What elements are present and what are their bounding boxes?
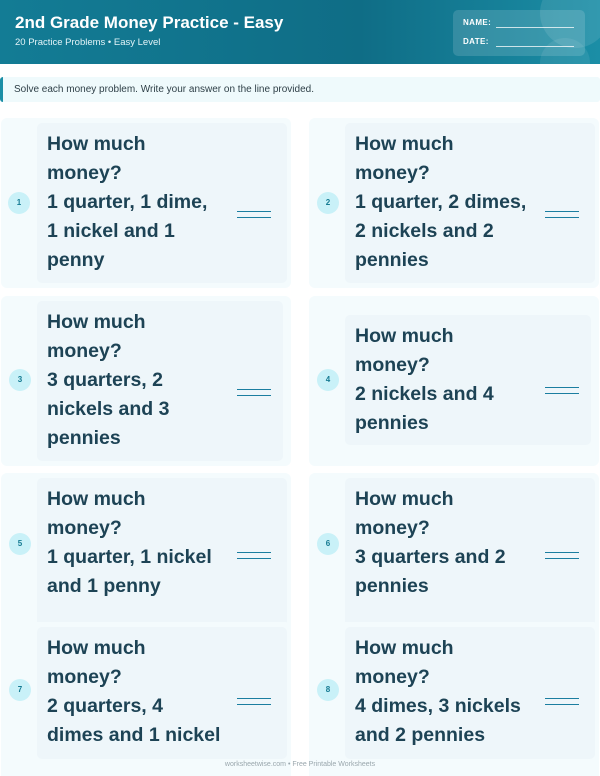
problem-text: How much money? 1 quarter, 1 dime, 1 nickel and 1 penny bbox=[47, 133, 208, 271]
date-label: DATE: bbox=[463, 37, 489, 46]
problem-text: How much money? 3 quarters and 2 pennies bbox=[355, 488, 506, 597]
problem-number-badge: 8 bbox=[317, 679, 339, 701]
problem-text: How much money? 2 quarters, 4 dimes and 1 nickel bbox=[47, 637, 221, 746]
problem-text: How much money? 3 quarters, 2 nickels and 3 pennies bbox=[47, 311, 170, 449]
date-write-line[interactable] bbox=[496, 46, 574, 47]
problem-card-2 bbox=[309, 118, 599, 288]
problem-body bbox=[345, 478, 595, 638]
problem-card-1 bbox=[1, 118, 291, 288]
problem-text: How much money? 2 nickels and 4 pennies bbox=[355, 325, 494, 434]
problem-text: How much money? 1 quarter, 2 dimes, 2 nickels and 2 pennies bbox=[355, 133, 527, 271]
problem-body bbox=[37, 301, 283, 461]
worksheet-header bbox=[0, 0, 600, 64]
problem-number-badge: 7 bbox=[9, 679, 31, 701]
problem-number-badge: 1 bbox=[8, 192, 30, 214]
problem-number-badge: 2 bbox=[317, 192, 339, 214]
problem-text: How much money? 1 quarter, 1 nickel and 1 penny bbox=[47, 488, 212, 597]
problem-card-3 bbox=[1, 296, 291, 466]
problem-number-badge: 3 bbox=[9, 369, 31, 391]
name-write-line[interactable] bbox=[496, 27, 574, 28]
name-date-box bbox=[453, 10, 585, 56]
footer-text: worksheetwise.com • Free Printable Worksheets bbox=[224, 761, 376, 768]
worksheet-subtitle: 20 Practice Problems • Easy Level bbox=[15, 37, 161, 48]
problem-body bbox=[37, 123, 287, 283]
problem-number-badge: 4 bbox=[317, 369, 339, 391]
problem-number-badge: 5 bbox=[9, 533, 31, 555]
problem-body bbox=[345, 627, 595, 759]
instructions-banner: Solve each money problem. Write your answer on the line provided. bbox=[0, 77, 600, 102]
problem-body bbox=[37, 478, 287, 638]
problem-card-7 bbox=[1, 622, 291, 776]
problem-body bbox=[345, 123, 595, 283]
problem-body bbox=[345, 315, 591, 445]
problem-body bbox=[37, 627, 287, 759]
problem-number-badge: 6 bbox=[317, 533, 339, 555]
name-label: NAME: bbox=[463, 18, 492, 27]
problem-text: How much money? 4 dimes, 3 nickels and 2 pennies bbox=[355, 637, 521, 746]
problem-card-4 bbox=[309, 296, 599, 466]
worksheet-title: 2nd Grade Money Practice - Easy bbox=[15, 13, 284, 32]
problem-card-6 bbox=[309, 473, 599, 643]
problem-card-5 bbox=[1, 473, 291, 643]
problem-card-8 bbox=[309, 622, 599, 776]
